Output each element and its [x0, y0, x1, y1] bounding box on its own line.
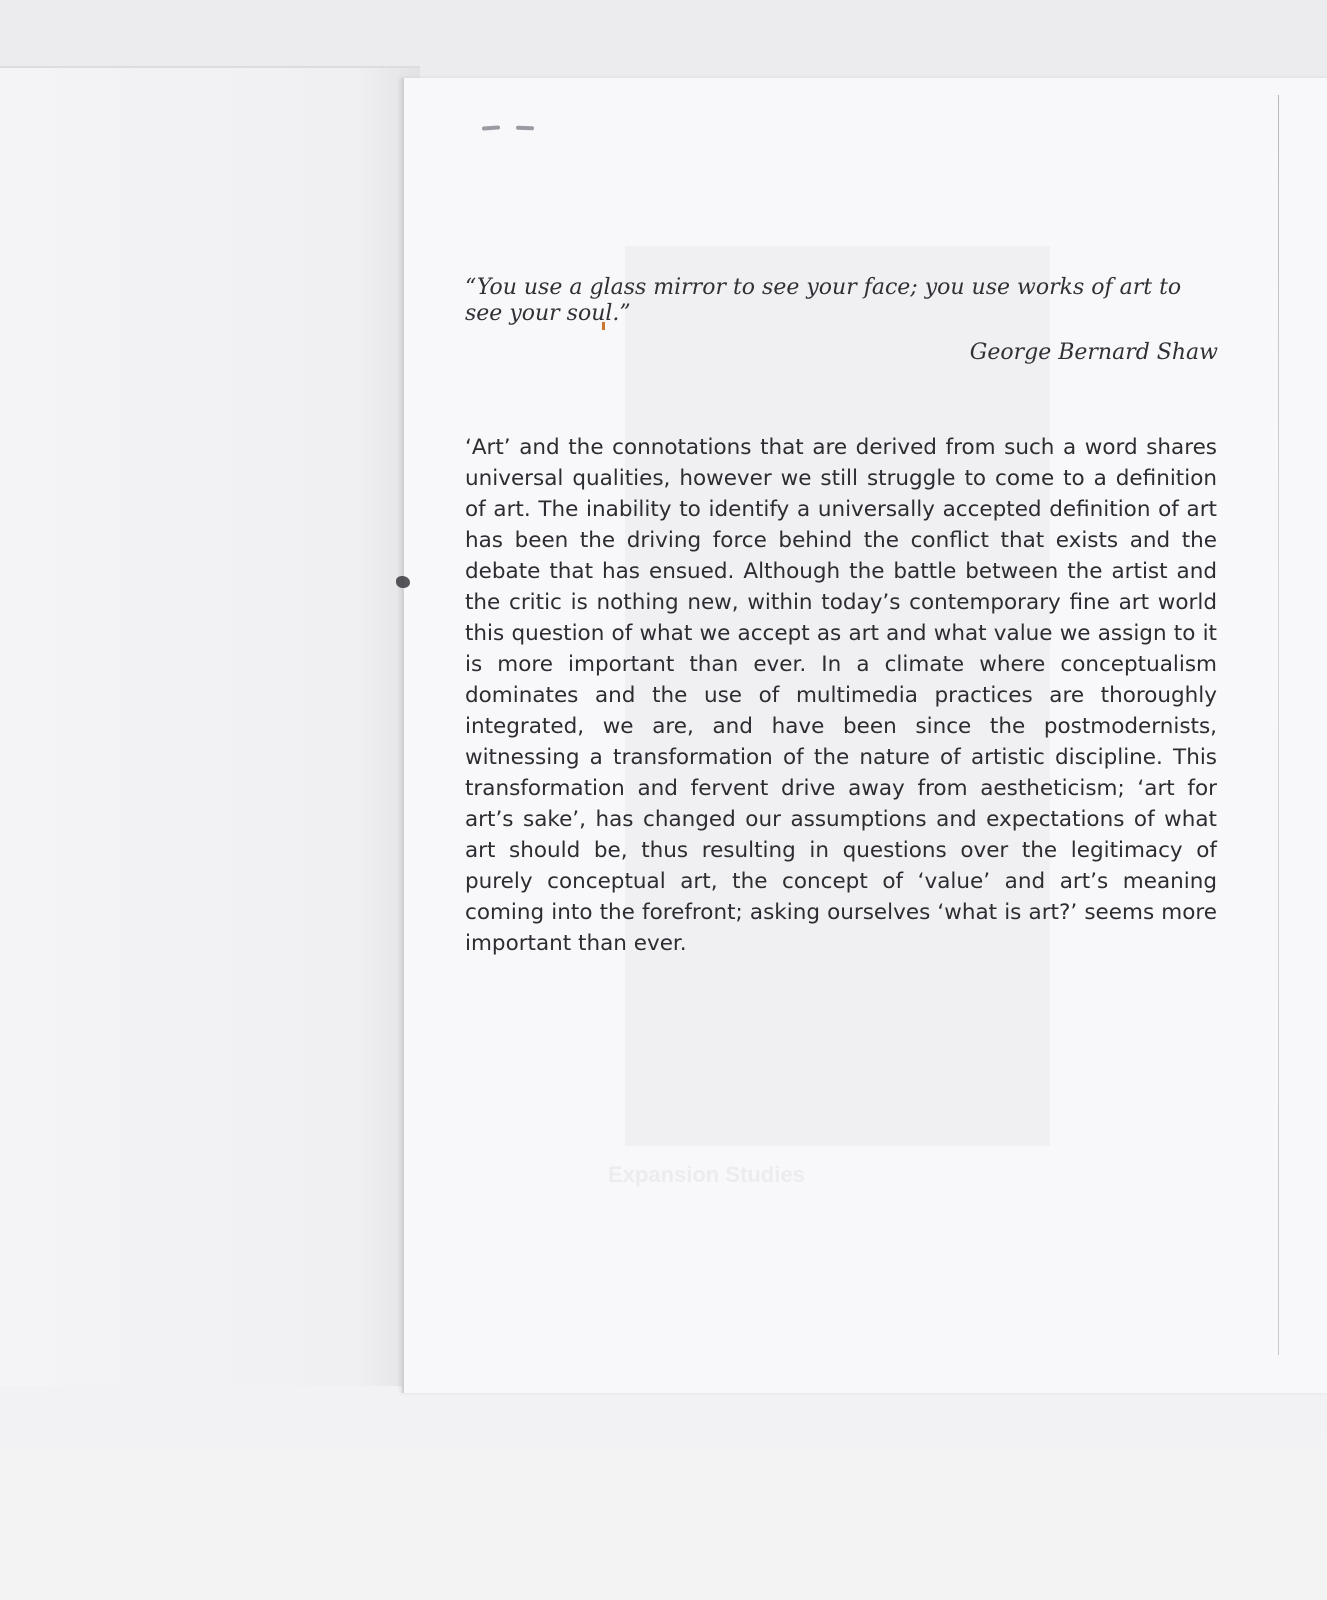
body-paragraph: ‘Art’ and the connotations that are derived from such a word shares universal qualities, however we still struggle to come to a definition of art. The inability to identify a universally accepted definition of art has been the driving force behind the conflict that exists and the debate that has ensued. Although the battle between the artist and the critic is nothing new, within today’s contemporary fine art world this question of what we accept as art and what value we assign to it is more important than ever. In a climate where conceptualism dominates and the use of multimedia practices are thoroughly integrated, we are, and have been since the postmodernists, witnessing a transformation of the nature of artistic discipline. This transformation and fervent drive away from aestheticism; ‘art for art’s sake’, has changed our assumptions and expectations of what art should be, thus resulting in questions over the legitimacy of purely conceptual art, the concept of ‘value’ and art’s meaning coming into the forefront; asking ourselves ‘what is art?’ seems more important than ever. — [465, 435, 1217, 956]
bleed-through-caption: Expansion Studies — [608, 1162, 805, 1187]
page-edge-line — [1278, 95, 1279, 1355]
staple-mark — [516, 126, 534, 131]
left-page — [0, 66, 420, 1386]
epigraph-author: George Bernard Shaw — [969, 340, 1218, 365]
ink-smudge — [396, 576, 410, 588]
epigraph-quote: “You use a glass mirror to see your face; you use works of art to see your soul.” — [465, 275, 1182, 326]
